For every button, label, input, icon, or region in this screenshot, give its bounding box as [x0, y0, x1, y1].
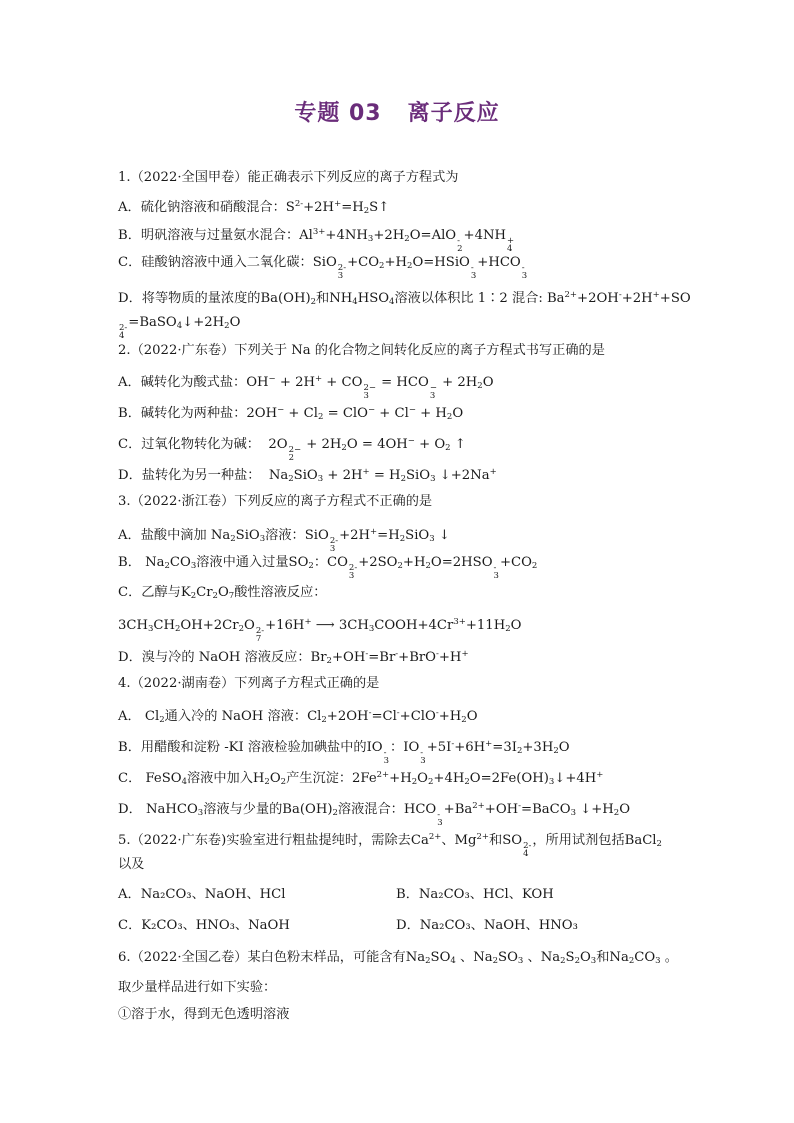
- q4-option-d: D． NaHCO$_3$溶液与少量的$Ba(OH)_2$溶液混合：HCO - 3 $+Ba^{2+}+OH^-=BaCO_3$ $↓+H_2O$: [118, 801, 631, 828]
- q3-option-d: D．溴与冷的 NaOH 溶液反应：$Br_2+OH^-=Br^-+BrO^-+H^+$: [118, 649, 469, 666]
- q6-line-3: ①溶于水，得到无色透明溶液: [118, 1007, 290, 1022]
- page-title: [0, 96, 794, 127]
- q4-stem: 4.（2022·湖南卷）下列离子方程式正确的是: [118, 676, 380, 691]
- q3-option-a: A．盐酸中滴加 $Na_2SiO_3$溶液：SiO 2- 3 $+2H^+=H_2SiO_3$ ↓: [118, 527, 450, 554]
- q1-option-d: D．将等物质的量浓度的$Ba(OH)_2$和$NH_4HSO_4$溶液以体积比 1∶2 混合: $Ba^{2+}+2OH^-+2H^++SO$: [118, 290, 691, 307]
- q1-option-b: B．明矾溶液与过量氨水混合：$Al^{3+}+4NH_3+2H_2O=AlO$ - 2 +4NH + 4: [118, 227, 515, 254]
- q5-stem-cont: 以及: [118, 857, 145, 872]
- q2-option-c: C．过氧化物转化为碱： 2O 2− 2 + $2H_2O = 4OH^- + O_2$ ↑: [118, 436, 466, 463]
- q2-option-d: D．盐转化为另一种盐： $Na_2SiO_3 + 2H^+ = H_2SiO_3$ ↓+2Na+: [118, 467, 497, 484]
- q2-option-b: B．碱转化为两种盐：$2OH^- + Cl_2 = ClO^- + Cl^- + H_2O$: [118, 405, 464, 422]
- q3-option-c-equation: $3CH_3CH_2OH+2Cr_2O$ 2- 7 +16H+ ⟶ $3CH_3COOH+4Cr^{3+}+11H_2O$: [118, 617, 522, 644]
- q3-option-b: B． $Na_2CO_3$溶液中通入过量$SO_2$：CO 2- 3 $+2SO_2+H_2O=2HSO$ - 3 $+CO_2$: [118, 555, 538, 581]
- q6-stem: 6.（2022·全国乙卷）某白色粉末样品，可能含有$Na_2SO_4$ 、$Na_2SO_3$ 、$Na_2S_2O_3$和$Na_2CO_3$ 。: [118, 950, 678, 966]
- q2-stem: 2.（2022·广东卷）下列关于 Na 的化合物之间转化反应的离子方程式书写正确的是: [118, 343, 605, 358]
- q5-option-b: B．Na₂CO₃、HCl、KOH: [396, 887, 554, 902]
- q1-option-c: C．硅酸钠溶液中通入二氧化碳：SiO 2- 3 $+CO_2+H_2O=HSiO$ - 3 +HCO - 3: [118, 255, 528, 281]
- title-main: 离子反应: [407, 101, 500, 126]
- q6-line-2: 取少量样品进行如下实验：: [118, 980, 277, 995]
- q1-stem: 1.（2022·全国甲卷）能正确表示下列反应的离子方程式为: [118, 170, 459, 185]
- title-prefix: 专题 03: [294, 101, 382, 126]
- q1-option-a: A．硫化钠溶液和硝酸混合：$S^{2-}+2H^+=H_2S↑$: [118, 199, 390, 216]
- q5-option-c: C．K₂CO₃、HNO₃、NaOH: [118, 918, 290, 933]
- q5-option-a: A．Na₂CO₃、NaOH、HCl: [118, 887, 286, 902]
- q4-option-c: C． FeSO$_4$溶液中加入$H_2O_2$产生沉淀：$2Fe^{2+}+H_2O_2+4H_2O=2Fe(OH)_3↓+4H^+$: [118, 770, 604, 787]
- q5-stem: 5.（2022·广东卷)实验室进行粗盐提纯时，需除去$Ca^{2+}$、$Mg^{2+}$和SO 2- 4 ，所用试剂包括BaCl$_2$: [118, 832, 662, 859]
- q4-option-b: B．用醋酸和淀粉 -KI 溶液检验加碘盐中的IO - 3 ：IO - 3 $+5I^-+6H^+=3I_2+3H_2O$: [118, 739, 570, 766]
- q5-option-d: D．Na₂CO₃、NaOH、HNO₃: [396, 918, 578, 933]
- q1-option-d-cont: 2- 4 $=BaSO_4↓+2H_2O$: [119, 315, 241, 341]
- q2-option-a: A．碱转化为酸式盐：OH− + 2H+ + CO 2− 3 = HCO − 3 + $2H_2O$: [118, 374, 494, 401]
- q4-option-a: A． $Cl_2$通入冷的 NaOH 溶液：$Cl_2+2OH^-=Cl^-+ClO^-+H_2O$: [118, 708, 478, 725]
- q3-option-c: C．乙醇与$K_2Cr_2O_7$酸性溶液反应：: [118, 585, 327, 601]
- q3-stem: 3.（2022·浙江卷）下列反应的离子方程式不正确的是: [118, 494, 433, 509]
